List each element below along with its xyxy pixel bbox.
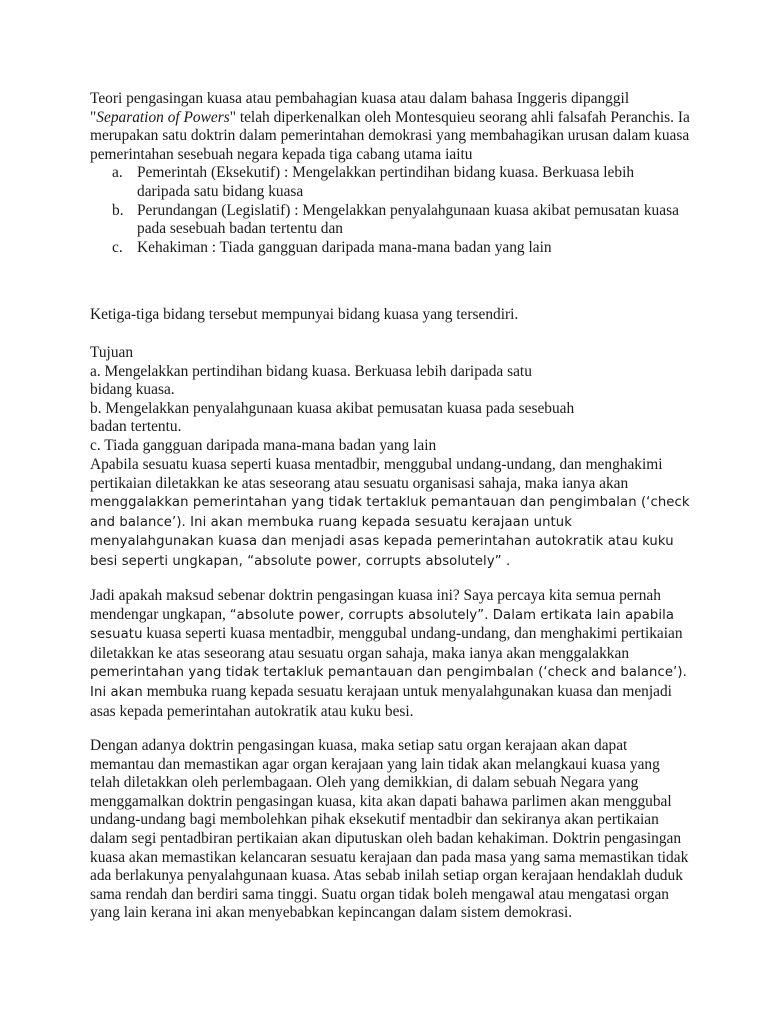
intro-section [90,90,690,257]
list-item [90,239,690,258]
para2-serif-text-1: Jadi apakah maksud sebenar doktrin pengasingan kuasa ini? Saya percaya kita semua pernah mendengar ungkapan, [90,587,661,623]
list-item-text: Perundangan (Legislatif) : Mengelakkan penyalahgunaan kuasa akibat pemusatan kuasa pada sesebuah badan tertentu dan [137,201,679,238]
tujuan-heading: Tujuan [90,344,134,361]
branches-list [90,164,690,257]
para2-serif-text-3: membuka ruang kepada sesuatu kerajaan untuk menyalahgunakan kuasa dan menjadi asas kepada pemerintahan autokratik atau kuku besi. [90,682,672,720]
list-item [90,164,690,201]
intro-text-2: " telah diperkenalkan oleh Montesquieu seorang ahli falsafah Peranchis. Ia merupakan satu doktrin dalam pemerintahan demokrasi yang membahagikan urusan dalam kuasa pemerintahan sesebuah negara kepada tiga cabang utama iaitu [90,108,690,163]
paragraph-doctrine-meaning [90,587,690,721]
intro-paragraph [90,90,690,164]
intro-italic-term: Separation of Powers [96,108,230,126]
paragraph-check-balance [90,456,690,572]
statement-paragraph: Ketiga-tiga bidang tersebut mempunyai bidang kuasa yang tersendiri. [90,306,519,323]
list-item [90,202,690,239]
para1-serif-text: Apabila sesuatu kuasa seperti kuasa mentadbir, menggubal undang-undang, dan menghakimi pertikaian diletakkan ke atas seseorang atau sesuatu organisasi sahaja, maka ianya akan [90,456,663,492]
list-marker: b. [112,201,124,219]
paragraph-separation-benefits: Dengan adanya doktrin pengasingan kuasa, maka setiap satu organ kerajaan akan dapat memantau dan memastikan agar organ kerajaan yang lain tidak akan melangkaui kuasa yang telah diletakkan oleh perlembagaan. Oleh yang demikkian, di dalam sebuah Negara yang menggamalkan doktrin pengasingan kuasa, kita akan dapati bahawa parlimen akan menggubal undang-undang bagi membolehkan pihak eksekutif mentadbir dan sekiranya akan pertikaian dalam segi pentadbiran pertikaian akan diputuskan oleh badan kehakiman. Doktrin pengasingan kuasa akan memastikan kelancaran sesuatu kerajaan dan pada masa yang sama memastikan tidak ada berlakunya penyalahgunaan kuasa. Atas sebab inilah setiap organ kerajaan hendaklah duduk sama rendah dan berdiri sama tinggi. Suatu organ tidak boleh mengawal atau mengatasi organ yang lain kerana ini akan menyebabkan kepincangan dalam sistem demokrasi. [90,737,689,922]
list-marker: a. [112,164,123,182]
tujuan-item: a. Mengelakkan pertindihan bidang kuasa. Berkuasa lebih daripada satu bidang kuasa. [90,362,532,399]
para1-sans-text: menggalakkan pemerintahan yang tidak tertakluk pemantauan dan pengimbalan (‘check and balance’). Ini akan membuka ruang kepada sesuatu kerajaan untuk menyalahgunakan kuasa dan menjadi asas kepada pemerintahan autokratik atau kuku besi seperti ungkapan, “absolute power, corrupts absolutely” . [90,495,690,569]
list-item-text: Kehakiman : Tiada gangguan daripada mana-mana badan yang lain [137,238,552,256]
list-item-text: Pemerintah (Eksekutif) : Mengelakkan pertindihan bidang kuasa. Berkuasa lebih daripada satu bidang kuasa [137,164,635,200]
para2-serif-text-2: kuasa seperti kuasa mentadbir, menggubal undang-undang, dan menghakimi pertikaian diletakkan ke atas seseorang atau sesuatu organ sahaja, maka ianya akan menggalakkan [90,625,683,662]
tujuan-item: c. Tiada gangguan daripada mana-mana badan yang lain [90,436,437,454]
para2-sans-text-1: “absolute power, corrupts absolutely”. Dalam ertikata lain apabila sesuatu [90,607,675,643]
para2-sans-text-2: pemerintahan yang tidak tertakluk pemantauan dan pengimbalan (‘check and balance’). Ini akan [90,665,687,700]
list-marker: c. [112,238,123,256]
tujuan-item: b. Mengelakkan penyalahgunaan kuasa akibat pemusatan kuasa pada sesebuah badan tertentu. [90,399,575,436]
intro-text-1: Teori pengasingan kuasa atau pembahagian kuasa atau dalam bahasa Inggeris dipanggil " [90,90,630,126]
tujuan-section [90,344,690,456]
